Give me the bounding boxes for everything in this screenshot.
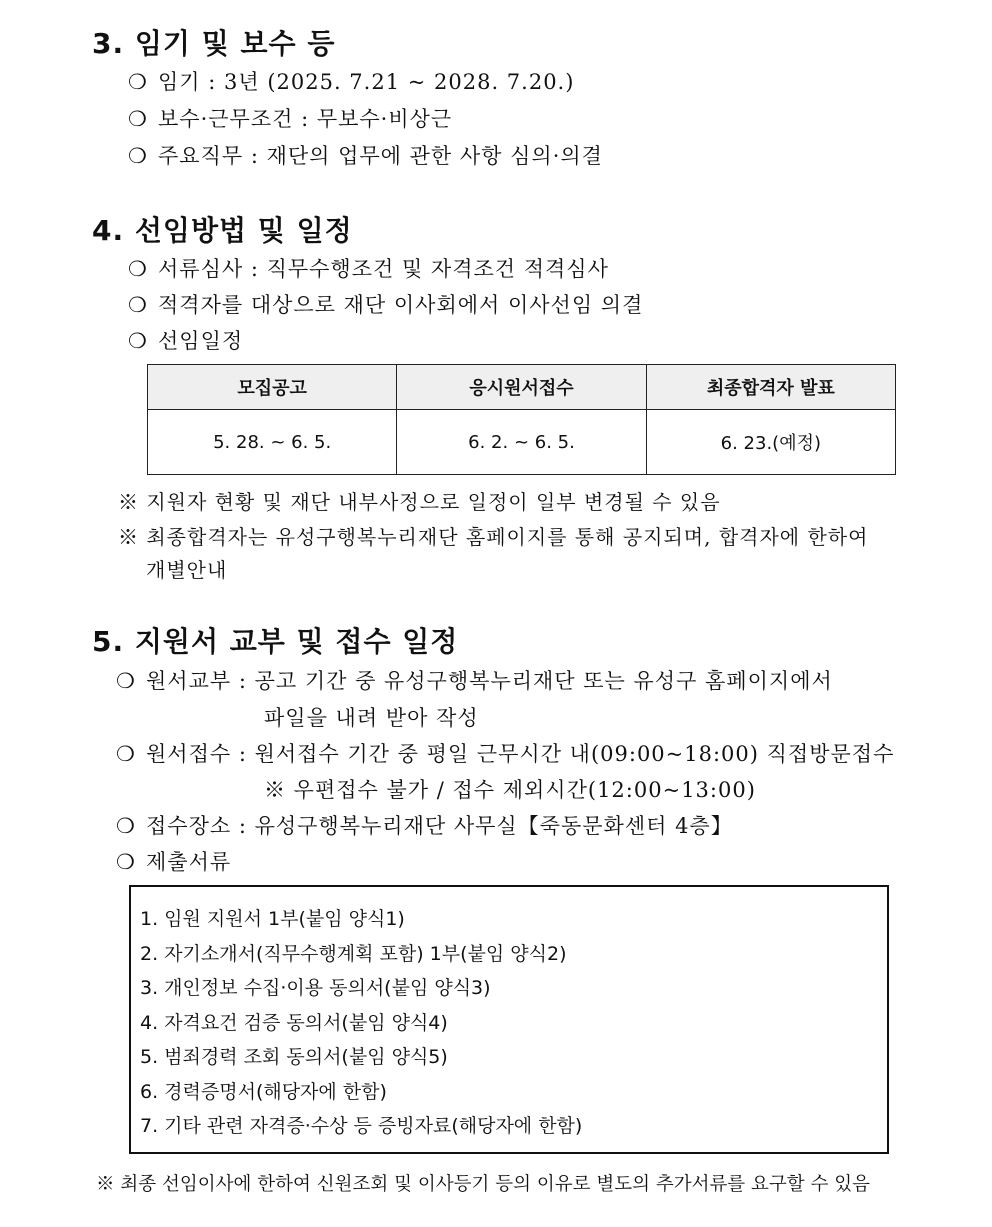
s5-item-distribution (116, 665, 833, 695)
s4-item-schedule (128, 325, 243, 355)
schedule-value-application: 6. 2. ~ 6. 5. (397, 410, 646, 475)
s5-item-receipt-note: ※ 우편접수 불가 / 접수 제외시간(12:00~13:00) (264, 778, 756, 802)
s5-item-documents-text: 제출서류 (146, 850, 232, 874)
s5-item-distribution-cont: 파일을 내려 받아 작성 (264, 706, 479, 730)
section-5-heading: 5. 지원서 교부 및 접수 일정 (92, 625, 459, 658)
circle-bullet-icon: ❍ (128, 107, 148, 131)
document-item: 6. 경력증명서(해당자에 한함) (140, 1080, 387, 1103)
schedule-header-announcement: 최종합격자 발표 (646, 365, 895, 410)
document-item: 5. 범죄경력 조회 동의서(붙임 양식5) (140, 1046, 448, 1068)
s3-item-term-text: 임기 : 3년 (2025. 7.21 ~ 2028. 7.20.) (158, 70, 575, 94)
section-4-heading: 4. 선임방법 및 일정 (92, 214, 353, 247)
s5-item-receipt (116, 738, 894, 768)
schedule-note-final-cont: 개별안내 (146, 558, 228, 582)
section-3-heading: 3. 임기 및 보수 등 (92, 27, 336, 60)
schedule-note-change: ※ 지원자 현황 및 재단 내부사정으로 일정이 일부 변경될 수 있음 (118, 490, 721, 514)
circle-bullet-icon: ❍ (116, 814, 136, 838)
schedule-value-notice: 5. 28. ~ 6. 5. (148, 410, 397, 475)
s3-item-term (128, 66, 574, 96)
document-item: 4. 자격요건 검증 동의서(붙임 양식4) (140, 1011, 448, 1034)
schedule-header-application: 응시원서접수 (397, 365, 646, 410)
circle-bullet-icon: ❍ (128, 70, 148, 94)
circle-bullet-icon: ❍ (128, 329, 148, 353)
s3-item-duty-text: 주요직무 : 재단의 업무에 관한 사항 심의·의결 (158, 144, 603, 168)
s4-item-screening-text: 서류심사 : 직무수행조건 및 자격조건 적격심사 (158, 257, 609, 281)
circle-bullet-icon: ❍ (128, 144, 148, 168)
schedule-header-row (148, 365, 896, 410)
circle-bullet-icon: ❍ (116, 742, 136, 766)
schedule-table (147, 364, 896, 475)
schedule-value-announcement: 6. 23.(예정) (646, 410, 895, 475)
s3-item-duty (128, 140, 603, 170)
s4-item-schedule-text: 선임일정 (158, 329, 244, 353)
s3-item-pay (128, 103, 452, 133)
schedule-value-row (148, 410, 896, 475)
document-item: 3. 개인정보 수집·이용 동의서(붙임 양식3) (140, 977, 491, 999)
s5-item-documents (116, 846, 231, 876)
s4-item-board-text: 적격자를 대상으로 재단 이사회에서 이사선임 의결 (158, 293, 644, 317)
document-item: 2. 자기소개서(직무수행계획 포함) 1부(붙임 양식2) (140, 942, 567, 965)
document-item: 7. 기타 관련 자격증·수상 등 증빙자료(해당자에 한함) (140, 1115, 583, 1137)
s5-item-distribution-text: 원서교부 : 공고 기간 중 유성구행복누리재단 또는 유성구 홈페이지에서 (146, 669, 833, 693)
required-documents-box (129, 885, 889, 1154)
circle-bullet-icon: ❍ (116, 669, 136, 693)
s4-item-board (128, 289, 643, 319)
circle-bullet-icon: ❍ (128, 293, 148, 317)
circle-bullet-icon: ❍ (116, 850, 136, 874)
schedule-header-notice: 모집공고 (148, 365, 397, 410)
s3-item-pay-text: 보수·근무조건 : 무보수·비상근 (158, 107, 453, 131)
circle-bullet-icon: ❍ (128, 257, 148, 281)
schedule-note-final: ※ 최종합격자는 유성구행복누리재단 홈페이지를 통해 공지되며, 합격자에 한하여 (118, 525, 869, 549)
s5-item-location-text: 접수장소 : 유성구행복누리재단 사무실【죽동문화센터 4층】 (146, 814, 733, 838)
s4-item-screening (128, 253, 609, 283)
s5-item-receipt-text: 원서접수 : 원서접수 기간 중 평일 근무시간 내(09:00~18:00) 직접방문접수 (146, 742, 895, 766)
s5-item-location (116, 810, 733, 840)
additional-documents-footnote: ※ 최종 선임이사에 한하여 신원조회 및 이사등기 등의 이유로 별도의 추가서류를 요구할 수 있음 (96, 1174, 871, 1195)
document-item: 1. 임원 지원서 1부(붙임 양식1) (140, 908, 405, 930)
